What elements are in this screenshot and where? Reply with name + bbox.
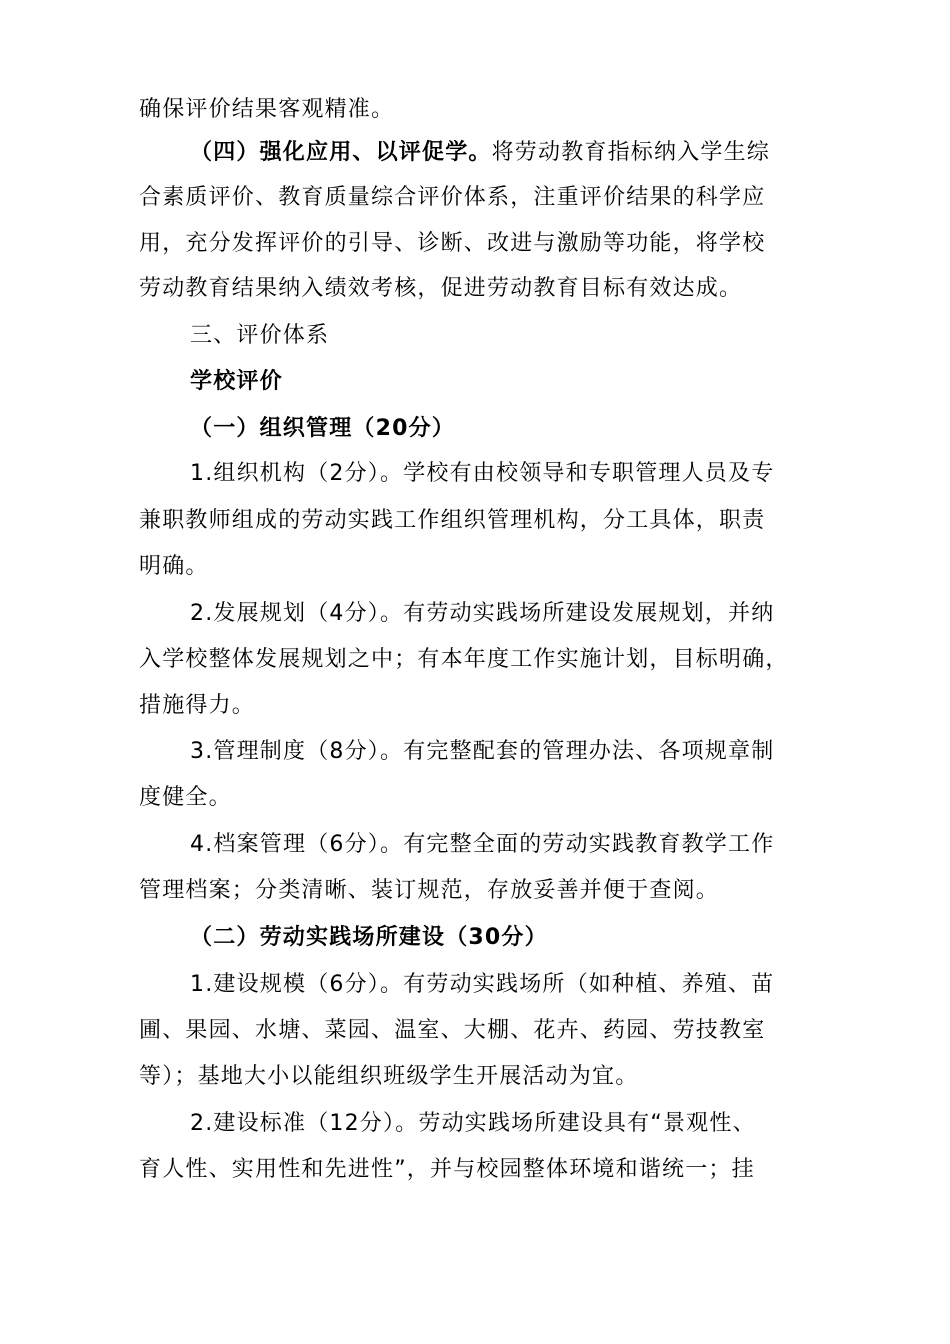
paragraph-line: 1.建设规模（6分）。有劳动实践场所（如种植、养殖、苗 — [190, 972, 775, 997]
paragraph-line: 度健全。 — [139, 785, 232, 810]
paragraph-line: 措施得力。 — [139, 693, 256, 718]
paragraph-line: 等）；基地大小以能组织班级学生开展活动为宜。 — [139, 1064, 639, 1089]
section-heading-inline: （四）强化应用、以评促学。 — [190, 140, 492, 165]
paragraph-text: 将劳动教育指标纳入学生综 — [491, 140, 771, 165]
paragraph-line: 育人性、实用性和先进性”，并与校园整体环境和谐统一；挂 — [139, 1157, 755, 1182]
paragraph-line: 明确。 — [139, 554, 209, 579]
subsection-title: 学校评价 — [190, 369, 283, 394]
paragraph-line: 管理档案；分类清晰、装订规范，存放妥善并便于查阅。 — [139, 878, 720, 903]
paragraph-line: 2.建设标准（12分）。劳动实践场所建设具有“景观性、 — [190, 1111, 756, 1136]
paragraph-line: 兼职教师组成的劳动实践工作组织管理机构，分工具体，职责 — [139, 508, 766, 533]
paragraph-line: 3.管理制度（8分）。有完整配套的管理办法、各项规章制 — [190, 739, 775, 764]
paragraph-line: 用，充分发挥评价的引导、诊断、改进与激励等功能，将学校 — [139, 231, 766, 256]
paragraph-line — [190, 139, 770, 167]
paragraph-line: 4.档案管理（6分）。有完整全面的劳动实践教育教学工作 — [190, 832, 775, 857]
paragraph-line: 入学校整体发展规划之中；有本年度工作实施计划，目标明确， — [139, 647, 789, 672]
subsection-heading: （一）组织管理（20分） — [190, 416, 456, 441]
paragraph-line: 劳动教育结果纳入绩效考核，促进劳动教育目标有效达成。 — [139, 276, 743, 301]
paragraph-line: 2.发展规划（4分）。有劳动实践场所建设发展规划，并纳 — [190, 601, 775, 626]
paragraph-line: 确保评价结果客观精准。 — [139, 97, 395, 122]
paragraph-line: 1.组织机构（2分）。学校有由校领导和专职管理人员及专 — [190, 461, 775, 486]
subsection-heading: （二）劳动实践场所建设（30分） — [190, 925, 548, 950]
section-title: 三、评价体系 — [190, 323, 330, 348]
paragraph-line: 合素质评价、教育质量综合评价体系，注重评价结果的科学应 — [139, 185, 766, 210]
paragraph-line: 圃、果园、水塘、菜园、温室、大棚、花卉、药园、劳技教室 — [139, 1018, 766, 1043]
